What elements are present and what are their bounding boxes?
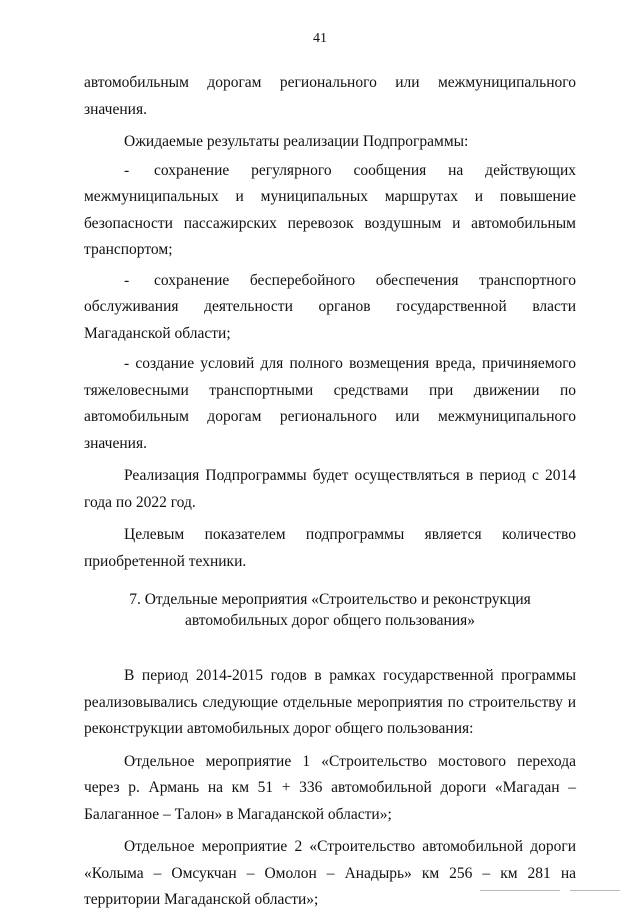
section-heading-line-2: автомобильных дорог общего пользования»: [184, 612, 476, 629]
paragraph-implementation-period: Реализация Подпрограммы будет осуществляться в период с 2014 года по 2022 год.: [84, 467, 576, 511]
paragraph-continuation: автомобильным дорогам регионального или межмуниципального значения.: [84, 74, 576, 118]
list-dash: -: [124, 161, 130, 179]
list-dash: -: [124, 271, 130, 289]
section-heading-line-1: 7. Отдельные мероприятия «Строительство и реконструкция: [129, 591, 531, 608]
paragraph-target-indicator: Целевым показателем подпрограммы является количество приобретенной техники.: [84, 526, 576, 570]
list-item-preservation-uninterrupted: [84, 268, 576, 348]
scan-edge-mark: [570, 890, 620, 891]
paragraph-measure-1: Отдельное мероприятие 1 «Строительство мостового перехода через р. Армань на км 51 + 336 автомобильной дороги «Магадан – Балаганное – Талон» в Магаданской области»;: [84, 752, 576, 823]
list-item-preservation-regular: [84, 158, 576, 264]
expected-results-heading: Ожидаемые результаты реализации Подпрограммы:: [124, 133, 469, 150]
page-number: 41: [313, 31, 327, 46]
paragraph-measure-2: Отдельное мероприятие 2 «Строительство автомобильной дороги «Колыма – Омсукчан – Омолон – Анадырь» км 256 – км 281 на территории Магаданской области»;: [84, 838, 576, 908]
list-item-text: сохранение бесперебойного обеспечения транспортного обслуживания деятельности органов государственной власти Магаданской области;: [84, 271, 576, 342]
list-item-text: сохранение регулярного сообщения на действующих межмуниципальных и муниципальных маршрутах и повышение безопасности пассажирских перевозок воздушным и автомобильным транспортом;: [84, 161, 576, 258]
paragraph-section-intro: В период 2014-2015 годов в рамках государственной программы реализовывались следующие отдельные мероприятия по строительству и реконструкции автомобильных дорог общего пользования:: [84, 667, 576, 737]
page-body: [84, 70, 576, 914]
list-item-damage-compensation: - создание условий для полного возмещения вреда, причиняемого тяжеловесными транспортными средствами при движении по автомобильным дорогам регионального или межмуниципального значения.: [84, 355, 576, 452]
scan-edge-mark: [480, 890, 560, 891]
section-heading: [84, 589, 576, 631]
